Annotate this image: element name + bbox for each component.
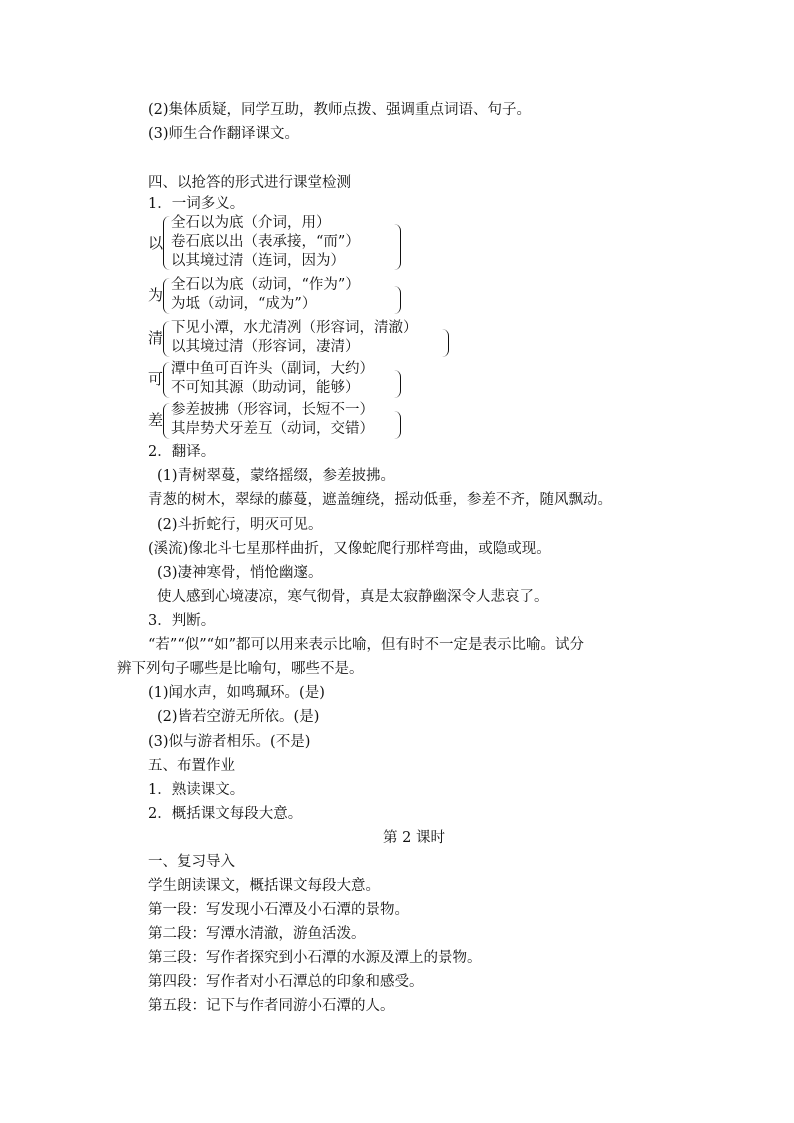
right-brace — [394, 411, 401, 439]
polysemy-item: 下见小潭，水尤清冽（形容词，清澈） — [171, 320, 418, 336]
homework-2: 2．概括课文每段大意。 — [148, 806, 303, 822]
paragraph-summary-2: 第二段：写潭水清澈，游鱼活泼。 — [148, 926, 366, 942]
section-1-heading: 一、复习导入 — [148, 854, 235, 870]
polysemy-group-cha — [148, 401, 418, 441]
right-brace — [394, 370, 401, 398]
polysemy-key: 为 — [148, 286, 164, 304]
polysemy-item: 潭中鱼可百许头（副词，大约） — [171, 361, 374, 377]
judgement-item-3: (3)似与游者相乐。(不是) — [148, 734, 311, 750]
homework-1: 1．熟读课文。 — [148, 782, 245, 798]
paragraph-summary-4: 第四段：写作者对小石潭总的印象和感受。 — [148, 974, 424, 990]
polysemy-key: 可 — [148, 370, 164, 388]
step-3-text: (3)师生合作翻译课文。 — [148, 126, 300, 142]
polysemy-item: 参差披拂（形容词，长短不一） — [171, 402, 374, 418]
polysemy-item: 不可知其源（助动词，能够） — [171, 380, 360, 396]
polysemy-group-wei — [148, 276, 418, 316]
lesson-2-title: 第 2 课时 — [383, 830, 445, 846]
judgement-item-2: (2)皆若空游无所依。(是) — [157, 709, 320, 725]
polysemy-item: 全石以为底（动词，“作为”） — [171, 277, 360, 293]
translation-question-1: (1)青树翠蔓，蒙络摇缀，参差披拂。 — [157, 468, 396, 484]
polysemy-heading: 1．一词多义。 — [148, 196, 245, 212]
judgement-item-1: (1)闻水声，如鸣珮环。(是) — [148, 685, 325, 701]
section-4-heading: 四、以抢答的形式进行课堂检测 — [148, 175, 351, 191]
left-brace — [163, 362, 170, 398]
polysemy-group-qing — [148, 319, 458, 359]
polysemy-item: 其岸势犬牙差互（动词，交错） — [171, 421, 374, 437]
polysemy-key: 清 — [148, 329, 164, 347]
polysemy-item: 以其境过清（形容词，凄清） — [171, 339, 360, 355]
polysemy-item: 卷石底以出（表承接，“而”） — [171, 234, 360, 250]
judgement-heading: 3．判断。 — [148, 613, 216, 629]
polysemy-key: 以 — [148, 234, 164, 252]
translation-heading: 2．翻译。 — [148, 444, 216, 460]
right-brace — [394, 224, 401, 270]
left-brace — [163, 403, 170, 439]
translation-answer-3: 使人感到心境凄凉，寒气彻骨，真是太寂静幽深令人悲哀了。 — [157, 589, 549, 605]
polysemy-item: 以其境过清（连词，因为） — [171, 253, 345, 269]
step-2-text: (2)集体质疑，同学互助，教师点拨、强调重点词语、句子。 — [148, 102, 532, 118]
section-5-heading: 五、布置作业 — [148, 758, 235, 774]
left-brace — [163, 216, 170, 270]
paragraph-summary-1: 第一段：写发现小石潭及小石潭的景物。 — [148, 902, 409, 918]
review-text: 学生朗读课文，概括课文每段大意。 — [148, 878, 380, 894]
right-brace — [442, 329, 449, 357]
left-brace — [163, 278, 170, 314]
right-brace — [394, 286, 401, 314]
polysemy-item: 为坻（动词，“成为”） — [171, 296, 317, 312]
judgement-intro-cont: 辨下列句子哪些是比喻句，哪些不是。 — [117, 661, 364, 677]
paragraph-summary-3: 第三段：写作者探究到小石潭的水源及潭上的景物。 — [148, 950, 482, 966]
left-brace — [163, 321, 170, 357]
translation-question-3: (3)凄神寒骨，悄怆幽邃。 — [157, 565, 323, 581]
judgement-intro: “若”“似”“如”都可以用来表示比喻，但有时不一定是表示比喻。试分 — [148, 637, 584, 653]
polysemy-group-ke — [148, 360, 418, 400]
translation-answer-2: (溪流)像北斗七星那样曲折，又像蛇爬行那样弯曲，或隐或现。 — [148, 541, 551, 557]
polysemy-item: 全石以为底（介词，用） — [171, 215, 331, 231]
paragraph-summary-5: 第五段：记下与作者同游小石潭的人。 — [148, 998, 395, 1014]
translation-question-2: (2)斗折蛇行，明灭可见。 — [157, 517, 323, 533]
polysemy-key: 差 — [148, 411, 164, 429]
translation-answer-1: 青葱的树木，翠绿的藤蔓，遮盖缠绕，摇动低垂，参差不齐，随风飘动。 — [148, 492, 612, 508]
polysemy-group-yi — [148, 214, 418, 272]
